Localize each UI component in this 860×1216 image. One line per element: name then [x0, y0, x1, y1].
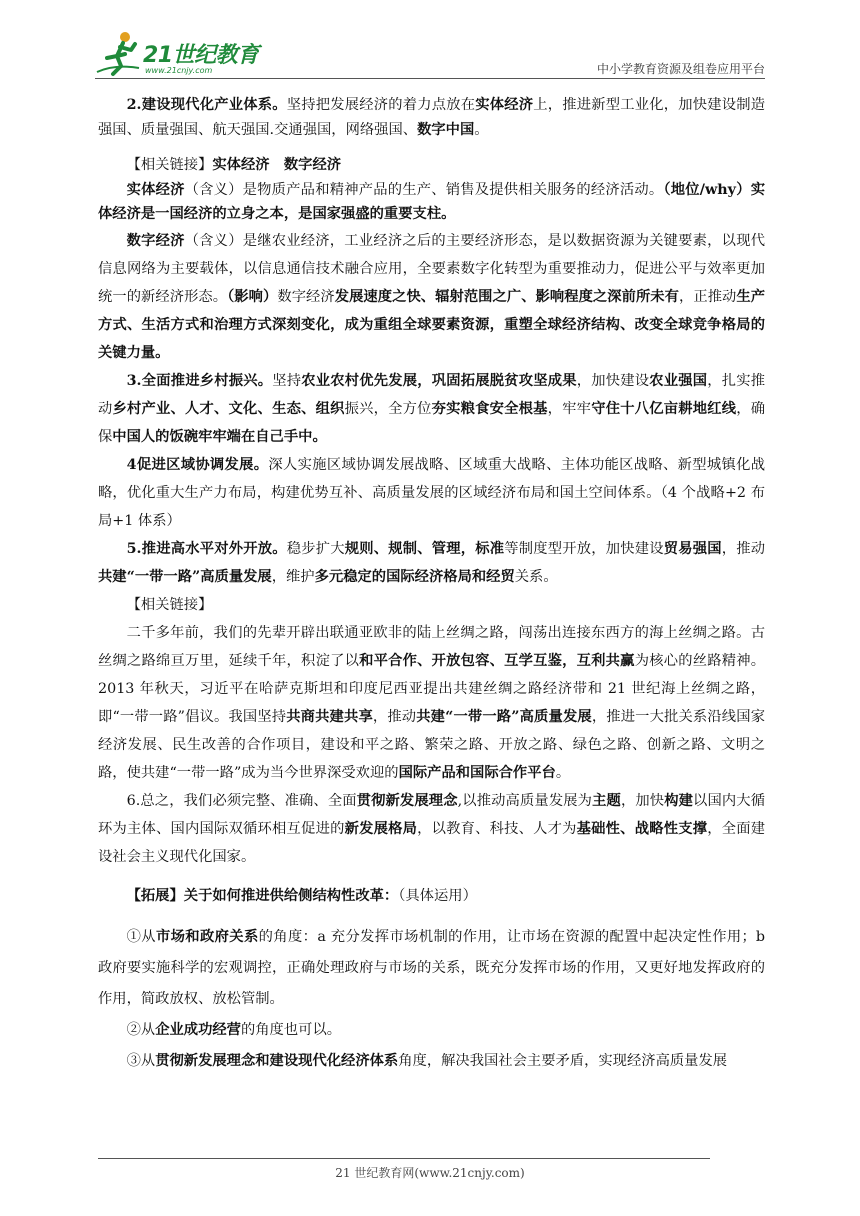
paragraph-enterprise: ②从企业成功经营的角度也可以。	[126, 1021, 342, 1038]
related-link-heading-2: 【相关链接】	[126, 596, 213, 613]
page-header	[95, 28, 765, 80]
paragraph-digital-economy: 数字经济（含义）是继农业经济，工业经济之后的主要经济形态，是以数据资源为关键要素，以现代信息网络为主要载体，以信息通信技术融合应用，全要素数字化转型为重要推动力，促进公平与效率更加统一的新经济形态。（影响）数字经济发展速度之快、辐射范围之广、影响程度之深前所未有，正推动生产方式、生活方式和治理方式深刻变化，成为重组全球要素资源，重塑全球经济结构、改变全球竞争格局的关键力量。	[98, 232, 766, 361]
platform-name: 中小学教育资源及组卷应用平台	[596, 62, 765, 76]
logo	[95, 28, 265, 80]
paragraph-opening-up: 5.推进高水平对外开放。稳步扩大规则、规制、管理，标准等制度型开放，加快建设贸易强国，推动共建“一带一路”高质量发展，维护多元稳定的国际经济格局和经贸关系。	[98, 540, 766, 585]
paragraph-rural-revitalization: 3.全面推进乡村振兴。坚持农业农村优先发展，巩固拓展脱贫攻坚成果，加快建设农业强国，扎实推动乡村产业、人才、文化、生态、组织振兴，全方位夯实粮食安全根基，牢牢守住十八亿亩耕地红线，确保中国人的饭碗牢牢端在自己手中。	[98, 372, 766, 445]
logo-text: 21世纪教育	[143, 43, 259, 68]
related-link-heading: 【相关链接】实体经济 数字经济	[126, 157, 342, 174]
paragraph-regional-development: 4促进区域协调发展。深人实施区域协调发展战略、区域重大战略、主体功能区战略、新型城镇化战略，优化重大生产力布局，构建优势互补、高质量发展的区域经济布局和国土空间体系。（4 个战略+2 布局+1 体系）	[98, 456, 766, 529]
paragraph-real-economy: 实体经济（含义）是物质产品和精神产品的生产、销售及提供相关服务的经济活动。（地位/why）实体经济是一国经济的立身之本，是国家强盛的重要支柱。	[98, 181, 765, 223]
paragraph-summary: 6.总之，我们必须完整、准确、全面贯彻新发展理念,以推动高质量发展为主题，加快构建以国内大循环为主体、国内国际双循环相互促进的新发展格局，以教育、科技、人才为基础性、战略性支撑，全面建设社会主义现代化国家。	[98, 792, 766, 865]
page-footer: 21 世纪教育网(www.21cnjy.com)	[335, 1166, 525, 1180]
paragraph-silk-road: 二千多年前，我们的先辈开辟出联通亚欧非的陆上丝绸之路，闯荡出连接东西方的海上丝绸之路。古丝绸之路绵亘万里，延续千年，积淀了以和平合作、开放包容、互学互鉴，互利共赢为核心的丝路精神。2013 年秋天，习近平在哈萨克斯坦和印度尼西亚提出共建丝绸之路经济带和 21 世纪海上丝绸之路，即“一带一路”倡议。我国坚持共商共建共享，推动共建“一带一路”高质量发展，推进一大批关系沿线国家经济发展、民生改善的合作项目，建设和平之路、繁荣之路、开放之路、绿色之路、创新之路、文明之路，使共建“一带一路”成为当今世界深受欢迎的国际产品和国际合作平台。	[98, 624, 766, 781]
header-divider	[95, 78, 765, 79]
paragraph-industry-system: 2.建设现代化产业体系。坚持把发展经济的着力点放在实体经济上，推进新型工业化，加快建设制造强国、质量强国、航天强国.交通强国，网络强国、数字中国。	[98, 97, 766, 138]
document-body	[98, 93, 765, 1077]
paragraph-new-development-concept: ③从贯彻新发展理念和建设现代化经济体系角度，解决我国社会主要矛盾，实现经济高质量发展	[126, 1052, 728, 1069]
running-figure-icon	[95, 28, 145, 78]
paragraph-market-government: ①从市场和政府关系的角度：a 充分发挥市场机制的作用，让市场在资源的配置中起决定性作用；b 政府要实施科学的宏观调控，正确处理政府与市场的关系，既充分发挥市场的作用，又更好地发挥政府的作用，简政放权、放松管制。	[98, 928, 766, 1007]
logo-url: www.21cnjy.com	[145, 66, 213, 75]
footer-divider	[98, 1158, 710, 1159]
extension-heading: 【拓展】关于如何推进供给侧结构性改革：（具体运用）	[126, 887, 477, 904]
